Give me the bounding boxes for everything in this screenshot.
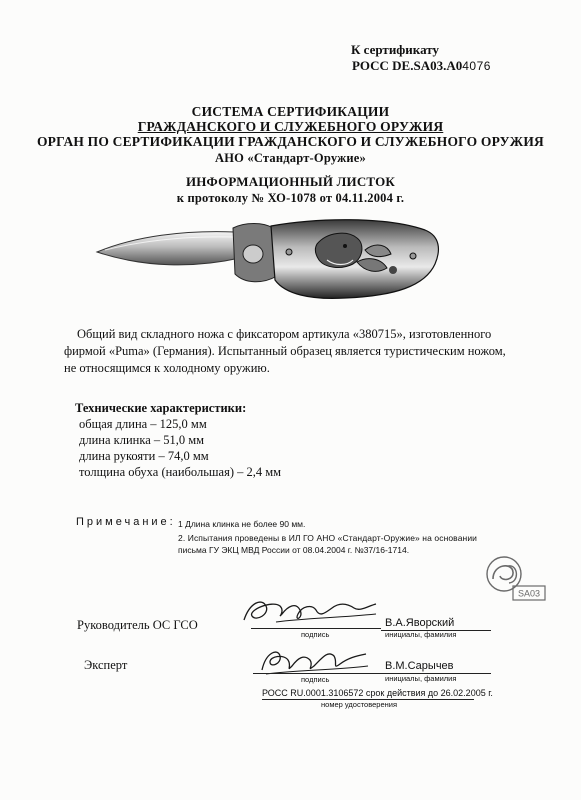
description-line3: не относящимся к холодному оружию. xyxy=(64,361,270,375)
description-line2: фирмой «Puma» (Германия). Испытанный образец является туристическим ножом, xyxy=(64,344,506,358)
spec-blade-length: длина клинка – 51,0 мм xyxy=(79,433,205,447)
note-2-line1: 2. Испытания проведены в ИЛ ГО АНО «Стандарт-Оружие» на основании xyxy=(178,533,478,543)
certification-body-name: АНО «Стандарт-Оружие» xyxy=(215,151,366,165)
spec-handle-length: длина рукояти – 74,0 мм xyxy=(79,449,209,463)
note-1: 1 Длина клинка не более 90 мм. xyxy=(178,519,306,529)
system-title-line2: ГРАЖДАНСКОГО И СЛУЖЕБНОГО ОРУЖИЯ xyxy=(137,119,444,134)
head-signature xyxy=(236,592,386,632)
cert-reference-label: К сертификату xyxy=(351,42,439,57)
note-2-line2: письма ГУ ЭКЦ МВД России от 08.04.2004 г. №37/16-1714. xyxy=(178,545,410,555)
head-name-caption: инициалы, фамилия xyxy=(385,630,457,639)
expert-name: В.М.Сарычев xyxy=(385,660,454,672)
protocol-reference: к протоколу № ХО-1078 от 04.11.2004 г. xyxy=(176,191,405,205)
expert-certificate-number: РОСС RU.0001.3106572 срок действия до 26.02.2005 г. xyxy=(262,688,493,698)
system-title-line1: СИСТЕМА СЕРТИФИКАЦИИ xyxy=(191,104,390,119)
cert-number-typed: 4076 xyxy=(462,59,491,73)
head-role-label: Руководитель ОС ГСО xyxy=(77,618,198,632)
expert-role-label: Эксперт xyxy=(84,658,128,672)
certification-stamp xyxy=(478,550,548,608)
head-signature-line xyxy=(251,628,381,629)
expert-certificate-caption: номер удостоверения xyxy=(321,700,398,709)
certification-body-title: ОРГАН ПО СЕРТИФИКАЦИИ ГРАЖДАНСКОГО И СЛУЖЕБНОГО ОРУЖИЯ xyxy=(36,134,544,149)
expert-signature-line xyxy=(253,673,383,674)
description-line1: Общий вид складного ножа с фиксатором артикула «380715», изготовленного xyxy=(77,327,492,341)
expert-signature xyxy=(256,640,376,680)
expert-name-caption: инициалы, фамилия xyxy=(385,674,457,683)
folding-knife-photo xyxy=(95,210,445,315)
spec-total-length: общая длина – 125,0 мм xyxy=(79,417,207,431)
expert-signature-caption: подпись xyxy=(301,675,330,684)
head-name: В.А.Яворский xyxy=(385,617,455,629)
notes-label: Примечание: xyxy=(76,516,176,528)
specs-heading: Технические характеристики: xyxy=(75,401,247,415)
spec-spine-thickness: толщина обуха (наибольшая) – 2,4 мм xyxy=(79,465,282,479)
stamp-code: SA03 xyxy=(517,588,541,599)
cert-reference-number xyxy=(352,58,491,74)
info-sheet-title: ИНФОРМАЦИОННЫЙ ЛИСТОК xyxy=(185,174,396,189)
head-signature-caption: подпись xyxy=(301,630,330,639)
cert-number-printed: РОСС DE.SA03.А0 xyxy=(352,58,463,73)
